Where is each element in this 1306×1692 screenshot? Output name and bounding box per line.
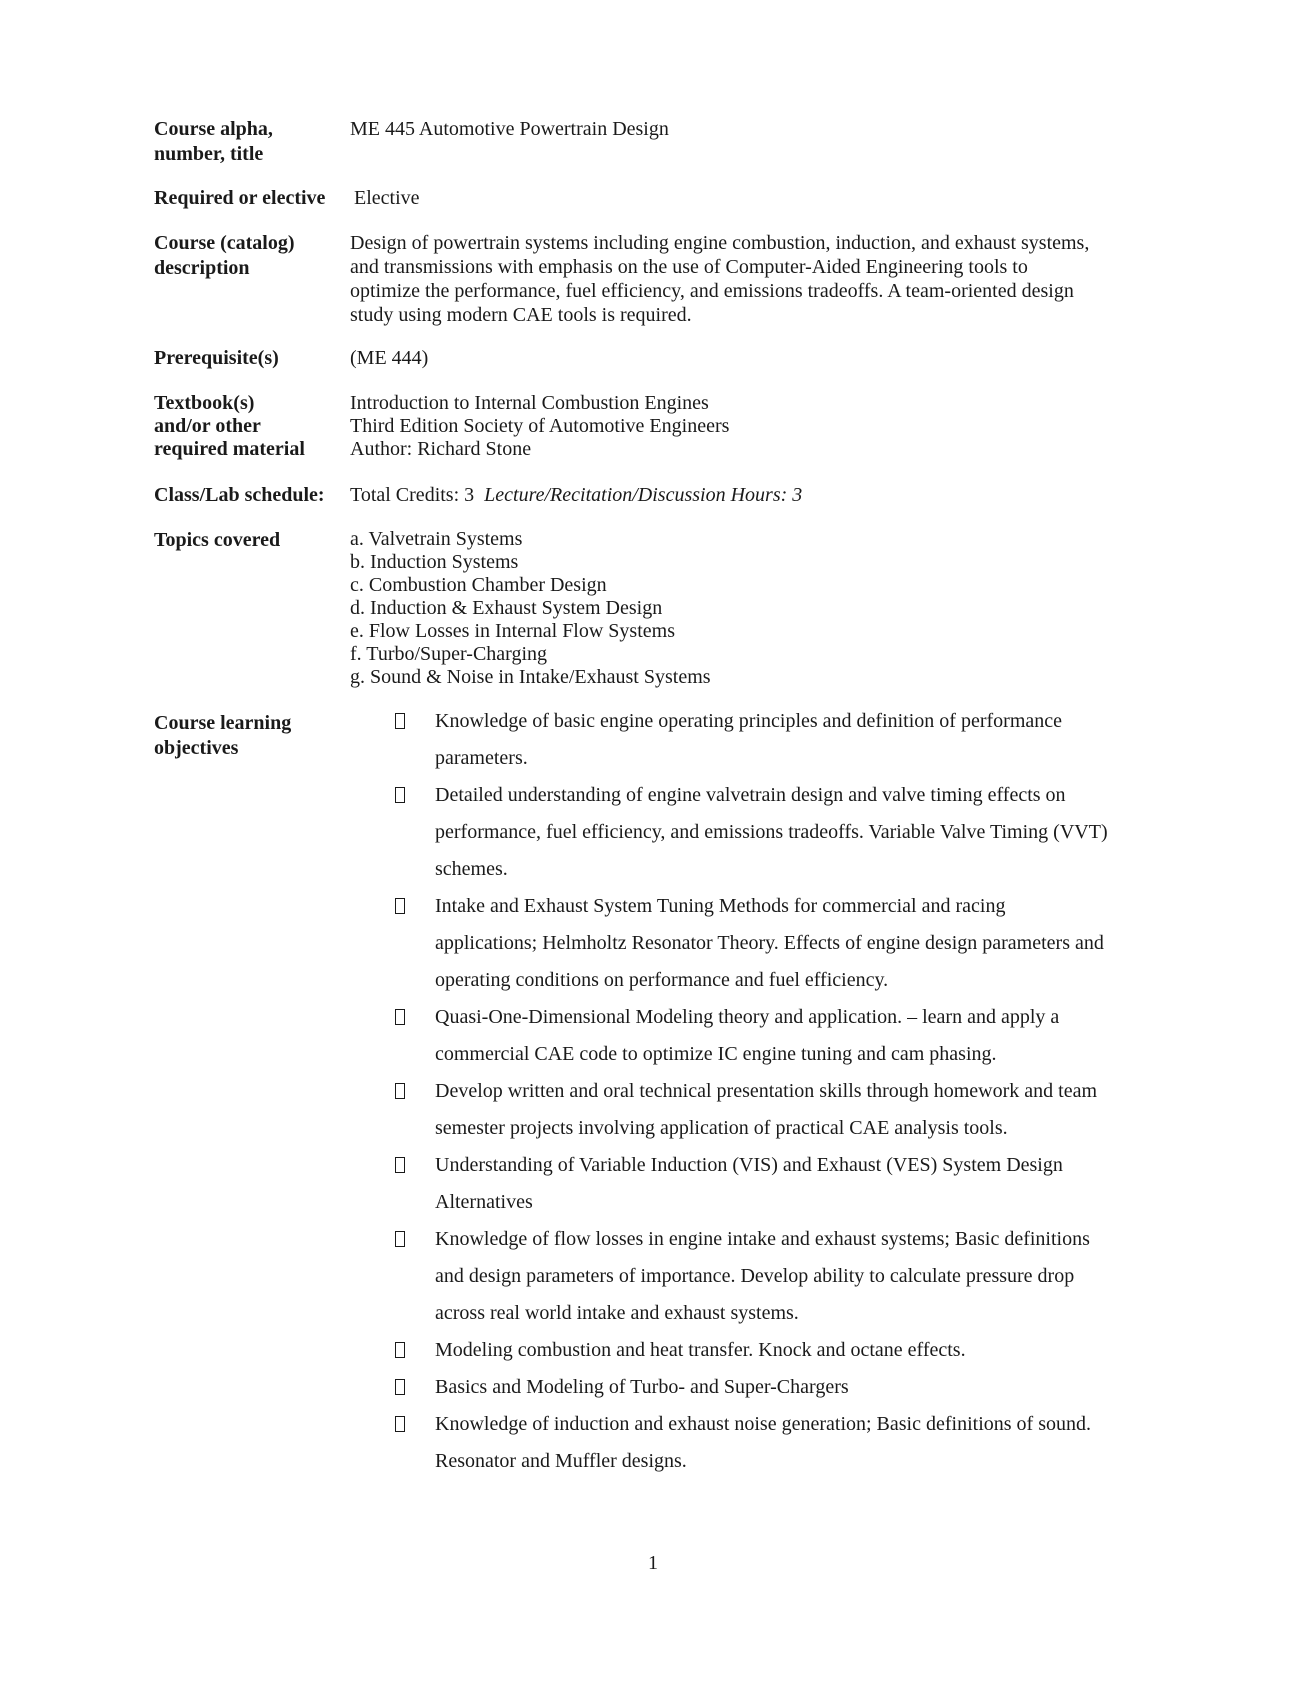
objective-item: Understanding of Variable Induction (VIS) and Exhaust (VES) System Design Alternatives (395, 1147, 1175, 1221)
bullet-icon (395, 1416, 405, 1432)
label-learning-objectives: Course learning objectives (154, 712, 292, 759)
objective-item: Intake and Exhaust System Tuning Methods for commercial and racing applications; Helmholtz Resonator Theory. Effects of engine design parameters and operating conditions on performance and fuel efficiency. (395, 888, 1175, 999)
value-class-schedule (350, 483, 1150, 508)
objective-item: Basics and Modeling of Turbo- and Super-Chargers (395, 1369, 1175, 1406)
bullet-icon (395, 713, 405, 729)
topic-item: f. Turbo/Super-Charging (350, 643, 548, 665)
topic-item: a. Valvetrain Systems (350, 528, 523, 550)
topic-item: c. Combustion Chamber Design (350, 574, 607, 596)
topic-item: e. Flow Losses in Internal Flow Systems (350, 620, 675, 642)
contact-hours: Lecture/Recitation/Discussion Hours: 3 (484, 484, 803, 506)
bullet-icon (395, 1379, 405, 1395)
topic-item: g. Sound & Noise in Intake/Exhaust Systems (350, 666, 711, 688)
bullet-icon (395, 1231, 405, 1247)
objective-item: Knowledge of basic engine operating principles and definition of performance parameters. (395, 703, 1175, 777)
bullet-icon (395, 1083, 405, 1099)
bullet-icon (395, 1342, 405, 1358)
label-topics-covered: Topics covered (154, 529, 281, 551)
label-course-description: Course (catalog) description (154, 232, 295, 279)
bullet-icon (395, 1009, 405, 1025)
objective-item: Develop written and oral technical presentation skills through homework and team semester projects involving application of practical CAE analysis tools. (395, 1073, 1175, 1147)
objective-item: Knowledge of induction and exhaust noise generation; Basic definitions of sound. Resonator and Muffler designs. (395, 1406, 1175, 1480)
objective-item: Knowledge of flow losses in engine intake and exhaust systems; Basic definitions and design parameters of importance. Develop ability to calculate pressure drop across real world intake and exhaust systems. (395, 1221, 1175, 1332)
label-textbook: Textbook(s) and/or other required material (154, 392, 305, 460)
label-required-elective: Required or elective (154, 187, 326, 209)
topic-item: d. Induction & Exhaust System Design (350, 597, 663, 619)
topics-list (350, 528, 1150, 689)
value-course-description: Design of powertrain systems including engine combustion, induction, and exhaust systems, and transmissions with emphasis on the use of Computer-Aided Engineering tools to optimize the performance, fuel efficiency, and emissions tradeoffs. A team-oriented design study using modern CAE tools is required. (350, 232, 1090, 326)
topic-item: b. Induction Systems (350, 551, 519, 573)
bullet-icon (395, 898, 405, 914)
label-class-schedule: Class/Lab schedule: (154, 484, 325, 506)
label-course-title: Course alpha, number, title (154, 118, 273, 165)
bullet-icon (395, 787, 405, 803)
label-prerequisites: Prerequisite(s) (154, 347, 279, 369)
page-number: 1 (648, 1552, 658, 1574)
value-prerequisites: (ME 444) (350, 347, 429, 369)
value-required-elective: Elective (354, 187, 420, 209)
objective-item: Detailed understanding of engine valvetrain design and valve timing effects on performance, fuel efficiency, and emissions tradeoffs. Variable Valve Timing (VVT) schemes. (395, 777, 1175, 888)
objective-item: Quasi-One-Dimensional Modeling theory and application. – learn and apply a commercial CAE code to optimize IC engine tuning and cam phasing. (395, 999, 1175, 1073)
total-credits: Total Credits: 3 (350, 484, 475, 506)
value-textbook: Introduction to Internal Combustion Engines Third Edition Society of Automotive Engineers Author: Richard Stone (350, 392, 730, 460)
bullet-icon (395, 1157, 405, 1173)
learning-objectives-list (395, 703, 1175, 1480)
value-course-title: ME 445 Automotive Powertrain Design (350, 118, 669, 140)
objective-item: Modeling combustion and heat transfer. Knock and octane effects. (395, 1332, 1175, 1369)
